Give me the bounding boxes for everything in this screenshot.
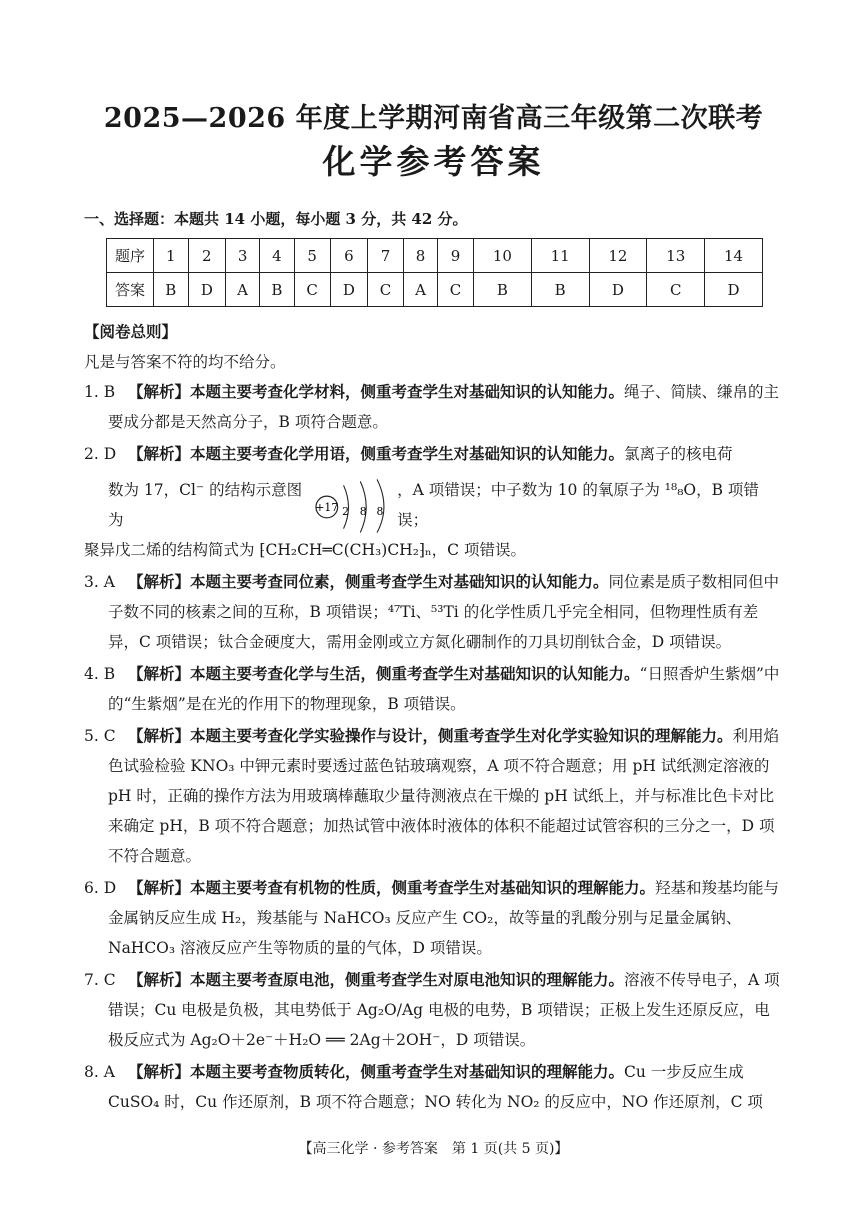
- row-label-answer: 答案: [107, 273, 154, 307]
- item-text: 数为 17，Cl⁻ 的结构示意图为: [108, 481, 303, 529]
- answer-cell: B: [473, 273, 531, 307]
- nucleus-charge: +17: [315, 500, 339, 514]
- answer-cell: C: [438, 273, 474, 307]
- chloride-ion-diagram: [314, 477, 397, 533]
- item-number: 8. A: [84, 1063, 115, 1081]
- item-text: 聚异戊二烯的结构简式为 ⁅CH₂CH═C(CH₃)CH₂⁆ₙ，C 项错误。: [84, 541, 526, 559]
- question-number-row: [107, 239, 763, 273]
- item-text: “日照香炉生紫烟”中的“生紫烟”是在光的作用下的物理现象，B 项错误。: [108, 665, 780, 713]
- question-number: 14: [705, 239, 763, 273]
- item-lead: 本题主要考查化学材料，侧重考查学生对基础知识的认知能力。: [190, 382, 625, 401]
- answer-cell: B: [260, 273, 295, 307]
- item-lead: 本题主要考查原电池，侧重考查学生对原电池知识的理解能力。: [190, 970, 625, 989]
- question-number: 4: [260, 239, 295, 273]
- item-text: Cu 一步反应生成 CuSO₄ 时，Cu 作还原剂，B 项不符合题意；NO 转化为 NO₂ 的反应中，NO 作还原剂，C 项: [108, 1063, 763, 1111]
- explanation-item: [84, 721, 784, 871]
- shell-electron-count: 8: [376, 504, 384, 518]
- question-number: 6: [330, 239, 367, 273]
- analysis-tag: 【解析】: [128, 444, 191, 463]
- question-number: 9: [438, 239, 474, 273]
- item-text: ，A 项错误；中子数为 10 的氧原子为 ¹⁸₈O，B 项错误；: [397, 481, 759, 529]
- question-number: 10: [473, 239, 531, 273]
- atom-structure-line: [108, 475, 784, 535]
- item-text: 同位素是质子数相同但中子数不同的核素之间的互称，B 项错误；⁴⁷Ti、⁵³Ti 的化学性质几乎完全相同，但物理性质有差异，C 项错误；钛合金硬度大，需用金刚或立方氮化硼制作的刀具切削钛合金，D 项错误。: [108, 573, 780, 651]
- explanation-item: [84, 567, 784, 657]
- item-lead: 本题主要考查有机物的性质，侧重考查学生对基础知识的理解能力。: [190, 878, 656, 897]
- answer-row: [107, 273, 763, 307]
- explanations: [84, 317, 784, 1119]
- item-number: 6. D: [84, 879, 117, 897]
- shell-electron-count: 8: [360, 504, 368, 518]
- explanation-item: [84, 1057, 784, 1117]
- explanation-item: [84, 377, 784, 437]
- item-lead: 本题主要考查同位素，侧重考查学生对基础知识的认知能力。: [190, 572, 609, 591]
- grading-rules-text: 凡是与答案不符的均不给分。: [84, 353, 286, 371]
- item-number: 4. B: [84, 665, 116, 683]
- question-number: 1: [154, 239, 189, 273]
- item-number: 1. B: [84, 383, 116, 401]
- question-number: 3: [226, 239, 260, 273]
- exam-title: 2025—2026 年度上学期河南省高三年级第二次联考: [103, 103, 764, 134]
- page-footer: 【高三化学 · 参考答案 第 1 页(共 5 页)】: [298, 1141, 569, 1157]
- answer-table: [106, 238, 763, 307]
- item-text: 绳子、简牍、缣帛的主要成分都是天然高分子，B 项符合题意。: [108, 383, 780, 431]
- explanation-item: [84, 873, 784, 963]
- question-number: 7: [368, 239, 404, 273]
- question-number: 2: [188, 239, 225, 273]
- item-text: 羟基和羧基均能与金属钠反应生成 H₂，羧基能与 NaHCO₃ 反应产生 CO₂，故等量的乳酸分别与足量金属钠、NaHCO₃ 溶液反应产生等物质的量的气体，D 项错误。: [108, 879, 780, 957]
- answer-cell: B: [154, 273, 189, 307]
- question-number: 12: [589, 239, 647, 273]
- answer-cell: A: [226, 273, 260, 307]
- answer-cell: D: [188, 273, 225, 307]
- answer-cell: D: [705, 273, 763, 307]
- item-lead: 本题主要考查化学用语，侧重考查学生对基础知识的认知能力。: [190, 444, 625, 463]
- item-number: 5. C: [84, 727, 116, 745]
- analysis-tag: 【解析】: [128, 878, 191, 897]
- question-number: 11: [531, 239, 589, 273]
- item-number: 3. A: [84, 573, 115, 591]
- answer-cell: C: [368, 273, 404, 307]
- explanation-item: [84, 965, 784, 1055]
- explanation-item: [84, 439, 784, 565]
- analysis-tag: 【解析】: [128, 726, 191, 745]
- analysis-tag: 【解析】: [128, 382, 191, 401]
- item-text: 氯离子的核电荷: [624, 445, 733, 463]
- question-number: 5: [294, 239, 330, 273]
- answer-cell: C: [294, 273, 330, 307]
- shell-electron-count: 2: [342, 504, 350, 518]
- item-lead: 本题主要考查物质转化，侧重考查学生对基础知识的理解能力。: [190, 1062, 625, 1081]
- answer-cell: D: [330, 273, 367, 307]
- item-lead: 本题主要考查化学实验操作与设计，侧重考查学生对化学实验知识的理解能力。: [190, 726, 733, 745]
- answer-cell: B: [531, 273, 589, 307]
- answer-cell: C: [647, 273, 705, 307]
- question-number: 8: [404, 239, 438, 273]
- explanation-item: [84, 659, 784, 719]
- item-lead: 本题主要考查化学与生活，侧重考查学生对基础知识的认知能力。: [190, 664, 640, 683]
- analysis-tag: 【解析】: [128, 970, 191, 989]
- grading-rules-heading: 【阅卷总则】: [84, 322, 178, 341]
- section-heading: 一、选择题：本题共 14 小题，每小题 3 分，共 42 分。: [84, 210, 468, 228]
- item-number: 7. C: [84, 971, 116, 989]
- analysis-tag: 【解析】: [128, 664, 191, 683]
- item-text: 溶液不传导电子，A 项错误；Cu 电极是负极，其电势低于 Ag₂O/Ag 电极的电势，B 项错误；正极上发生还原反应，电极反应式为 Ag₂O＋2e⁻＋H₂O ══ 2Ag＋2OH⁻，D 项错误。: [108, 971, 780, 1049]
- answer-cell: D: [589, 273, 647, 307]
- question-number: 13: [647, 239, 705, 273]
- item-number: 2. D: [84, 445, 117, 463]
- answer-cell: A: [404, 273, 438, 307]
- analysis-tag: 【解析】: [128, 572, 191, 591]
- document-title: 化学参考答案: [322, 142, 545, 181]
- analysis-tag: 【解析】: [128, 1062, 191, 1081]
- row-label-number: 题序: [107, 239, 154, 273]
- item-text: 利用焰色试验检验 KNO₃ 中钾元素时要透过蓝色钴玻璃观察，A 项不符合题意；用 pH 试纸测定溶液的 pH 时，正确的操作方法为用玻璃棒蘸取少量待测液点在干燥的 pH 试纸上，并与标准比色卡对比来确定 pH，B 项不符合题意；加热试管中液体时液体的体积不能超过试管容积的三分之一，D 项不符合题意。: [108, 727, 780, 865]
